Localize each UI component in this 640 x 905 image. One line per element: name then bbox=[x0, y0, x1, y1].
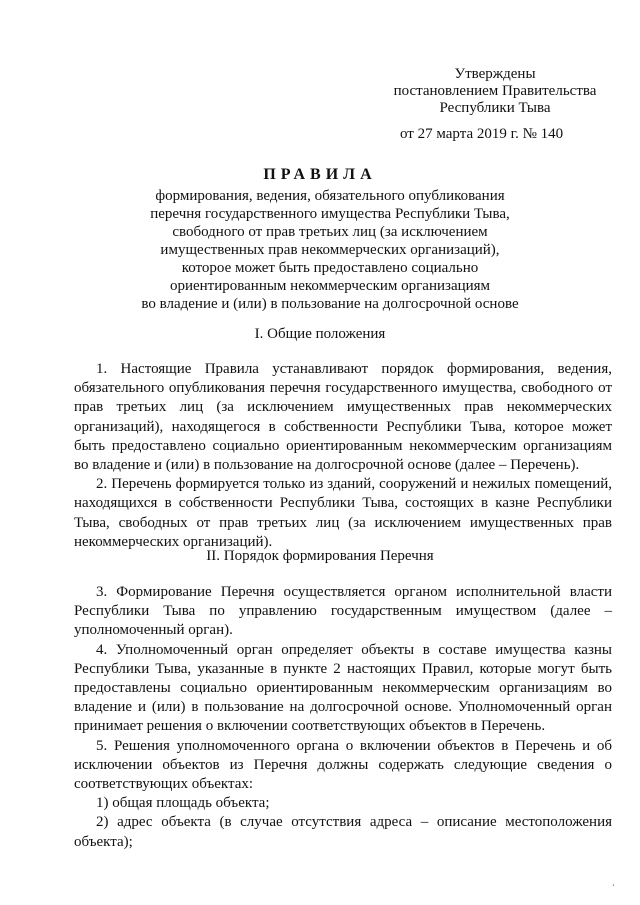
subtitle-line: свободного от прав третьих лиц (за исключением bbox=[172, 224, 488, 240]
paragraph-2: 2. Перечень формируется только из зданий, сооружений и нежилых помещений, находящихся в собственности Республики Тыва, состоящих в казне Республики Тыва, свободных от прав третьих лиц (за исключением имущественных прав некоммерческих организаций). bbox=[74, 476, 612, 550]
subtitle-line: перечня государственного имущества Республики Тыва, bbox=[150, 206, 510, 222]
section-1-heading: I. Общие положения bbox=[254, 326, 386, 342]
paragraph-4: 4. Уполномоченный орган определяет объекты в составе имущества казны Республики Тыва, указанные в пункте 2 настоящих Правил, которые могут быть предоставлены социально ориентированным некоммерческим организациям во владение и (или) в пользование на долгосрочной основе. Уполномоченный орган принимает решения о включении соответствующих объектов в Перечень. bbox=[74, 641, 612, 735]
list-item-2: 2) адрес объекта (в случае отсутствия адреса – описание местоположения объекта); bbox=[74, 814, 612, 850]
subtitle-line: ориентированным некоммерческим организациям bbox=[169, 278, 491, 294]
paragraph-3: 3. Формирование Перечня осуществляется органом исполнительной власти Республики Тыва по управлению государственным имуществом (далее – уполномоченный орган). bbox=[74, 584, 612, 639]
section-1-body bbox=[74, 360, 612, 552]
subtitle-line: которое может быть предоставлено социально bbox=[181, 260, 479, 276]
scan-mark: ʻ bbox=[612, 882, 615, 892]
list-item-1: 1) общая площадь объекта; bbox=[96, 795, 270, 812]
approval-line-3: Республики Тыва bbox=[439, 100, 551, 116]
approval-line-1: Утверждены bbox=[454, 66, 536, 82]
document-title: ПРАВИЛА bbox=[263, 166, 377, 183]
document-subtitle bbox=[60, 187, 600, 313]
paragraph-1: 1. Настоящие Правила устанавливают порядок формирования, ведения, обязательного опубликования перечня государственного имущества, свободного от прав третьих лиц (за исключением имущественных прав некоммерческих организаций), находящегося в собственности Республики Тыва, которое может быть предоставлено социально ориентированным некоммерческим организациям во владение и (или) в пользование на долгосрочной основе (далее – Перечень). bbox=[74, 361, 612, 474]
paragraph-5: 5. Решения уполномоченного органа о включении объектов в Перечень и об исключении объектов из Перечня должны содержать следующие сведения о соответствующих объектах: bbox=[74, 737, 612, 793]
approval-date: от 27 марта 2019 г. № 140 bbox=[400, 126, 564, 142]
subtitle-line: во владение и (или) в пользование на долгосрочной основе bbox=[141, 296, 519, 312]
approval-stamp bbox=[380, 66, 610, 143]
section-2-body bbox=[74, 583, 612, 852]
section-2-heading: II. Порядок формирования Перечня bbox=[206, 548, 434, 564]
approval-line-2: постановлением Правительства bbox=[393, 83, 597, 99]
subtitle-line: имущественных прав некоммерческих организаций), bbox=[160, 242, 500, 258]
subtitle-line: формирования, ведения, обязательного опубликования bbox=[155, 188, 505, 204]
